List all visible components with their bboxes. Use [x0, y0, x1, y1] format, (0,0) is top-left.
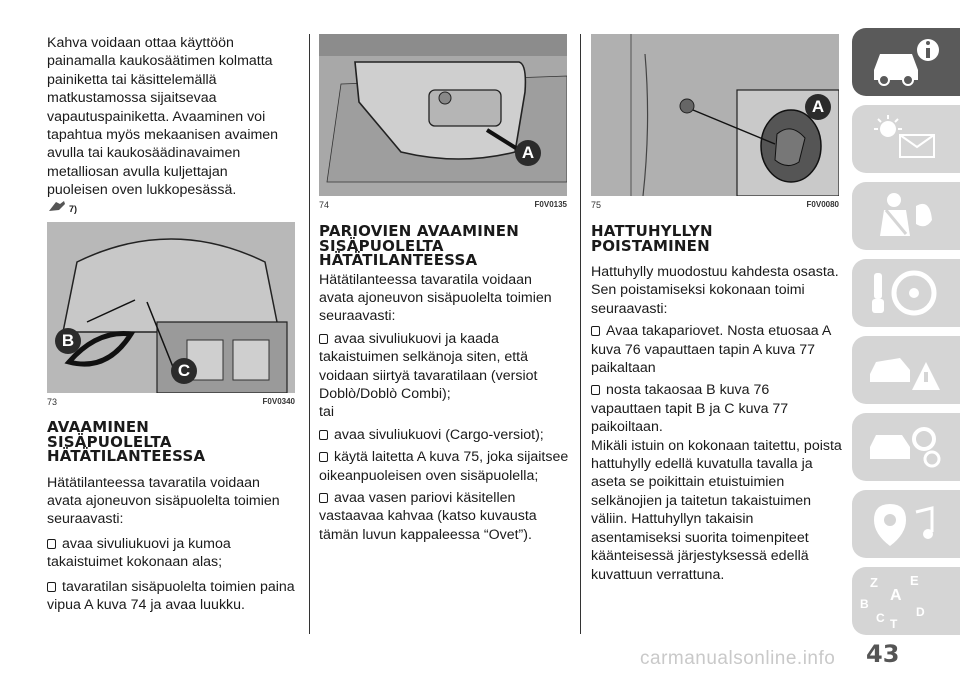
bullet-icon [47, 582, 56, 592]
bullet-text: tavaratilan sisäpuolelta toimien paina vipua A kuva 74 ja avaa luukku. [47, 578, 295, 613]
maintenance-icon [866, 421, 946, 473]
index-letter: Z [870, 575, 878, 590]
bullet-icon [319, 493, 328, 503]
bullet-icon [591, 385, 600, 395]
watermark: carmanualsonline.info [640, 648, 836, 669]
bullet-text: nosta takaosaa B kuva 76 vapauttaen tapit B ja C kuva 77 paikoiltaan. [591, 382, 789, 436]
section-heading: HATTUHYLLYN POISTAMINEN [591, 222, 713, 255]
figure-75-caption [591, 200, 839, 210]
column-2-text [319, 224, 569, 544]
bullet-item [319, 330, 569, 404]
bullet-text: avaa sivuliukuovi ja kumoa takaistuimet kokonaan alas; [47, 535, 231, 571]
callout-a: A [515, 140, 541, 166]
tab-maintenance[interactable] [852, 413, 960, 481]
figure-74-caption [319, 200, 567, 210]
figure-number: 75 [591, 200, 602, 210]
door-lock-illustration [319, 34, 567, 196]
door-handle-illustration [591, 34, 839, 196]
callout-c: C [171, 358, 197, 384]
intro-paragraph: Kahva voidaan ottaa käyttöön painamalla kaukosäätimen kolmatta painiketta tai käsittelemällä matkustamossa sijaitsevaa vapautuspainiketta. Avaaminen voi tapahtua myös mekaanisen avaimen avulla tai kaukosäädinavaimen metalliosan avulla kuljettajan puoleisen oven lukkopesässä. [47, 35, 279, 199]
tab-multimedia[interactable] [852, 490, 960, 558]
bullet-text: käytä laitetta A kuva 75, joka sijaitsee oikeanpuoleisen oven sisäpuolella; [319, 449, 569, 484]
index-letter: C [876, 611, 885, 625]
chapter-sidebar [852, 28, 960, 644]
tab-safety[interactable] [852, 182, 960, 250]
section-heading: AVAAMINEN SISÄPUOLELTA HÄTÄTILANTEESSA [47, 418, 206, 465]
or-text: tai [319, 404, 334, 421]
bullet-text: avaa sivuliukuovi (Cargo-versiot); [334, 426, 544, 443]
figure-code: F0V0340 [262, 397, 295, 406]
bullet-item [47, 578, 295, 615]
section-after: Mikäli istuin on kokonaan taitettu, poista hattuhylly edellä kuvatulla tavalla ja aseta se poikittain etuistuimien selkänojien ja taitetun takaistuimen väliin. Hattuhyllyn takaisin asentamiseksi suorita toimenpiteet käänteisessä järjestyksessä edellä kuvattuun verrattuna. [591, 437, 842, 583]
index-letter: D [916, 605, 925, 619]
column-3-text [591, 224, 843, 584]
warning-reference [47, 198, 78, 219]
section-body: Hätätilanteessa tavaratila voidaan avata ajoneuvon sisäpuolelta toimien seuraavasti: [47, 474, 280, 528]
car-info-icon [866, 36, 946, 88]
bullet-item [319, 448, 569, 485]
warning-ref-number: 7) [69, 204, 78, 214]
figure-code: F0V0080 [806, 200, 839, 209]
index-letter: E [910, 573, 919, 588]
tab-warning-lights[interactable] [852, 105, 960, 173]
section-body: Hattuhylly muodostuu kahdesta osasta. Sen poistamiseksi kokonaan toimi seuraavasti: [591, 264, 839, 317]
tab-driving[interactable] [852, 259, 960, 327]
emergency-icon [866, 344, 946, 396]
figure-number: 74 [319, 200, 330, 210]
figure-75-image [591, 34, 839, 196]
callout-b: B [55, 328, 81, 354]
index-letter: B [860, 597, 869, 611]
index-letter: A [890, 587, 902, 604]
bullet-text: Avaa takapariovet. Nosta etuosaa A kuva 76 vapauttaen tapin A kuva 77 paikaltaan [591, 323, 831, 377]
index-letter: T [890, 617, 898, 631]
callout-a: A [805, 94, 831, 120]
tab-car-info[interactable] [852, 28, 960, 96]
bullet-item [591, 381, 843, 436]
bullet-item [319, 489, 569, 544]
figure-number: 73 [47, 397, 58, 407]
bullet-item [47, 535, 295, 572]
multimedia-icon [866, 498, 946, 550]
column-divider [309, 34, 310, 634]
figure-73-caption [47, 397, 295, 407]
bullet-icon [319, 334, 328, 344]
section-heading: PARIOVIEN AVAAMINEN SISÄPUOLELTA HÄTÄTILANTEESSA [319, 222, 519, 269]
bullet-icon [47, 539, 56, 549]
column-1-lower [47, 420, 295, 614]
tab-emergency[interactable] [852, 336, 960, 404]
bullet-item [319, 426, 569, 444]
bullet-icon [591, 326, 600, 336]
figure-73-image [47, 222, 295, 393]
driving-icon [866, 267, 946, 319]
section-body: Hätätilanteessa tavaratila voidaan avata ajoneuvon sisäpuolelta toimien seuraavasti: [319, 271, 552, 325]
bullet-item [591, 322, 843, 377]
figure-code: F0V0135 [534, 200, 567, 209]
bullet-text: avaa sivuliukuovi ja kaada takaistuimen selkänoja siten, että voidaan siirtyä tavaratilaan (versiot Doblò/Doblò Combi); [319, 330, 538, 402]
warning-hand-icon [47, 198, 67, 214]
safety-icon [866, 190, 946, 242]
column-1 [47, 0, 287, 214]
bullet-icon [319, 430, 328, 440]
bullet-text: avaa vasen pariovi käsitellen vastaavaa kahvaa (katso kuvausta tämän luvun kappaleessa “Ovet”). [319, 489, 537, 543]
page-number: 43 [866, 640, 900, 668]
warning-lights-icon [866, 113, 946, 165]
tab-index[interactable] [852, 567, 960, 635]
figure-74-image [319, 34, 567, 196]
bullet-icon [319, 452, 328, 462]
column-divider [580, 34, 581, 634]
